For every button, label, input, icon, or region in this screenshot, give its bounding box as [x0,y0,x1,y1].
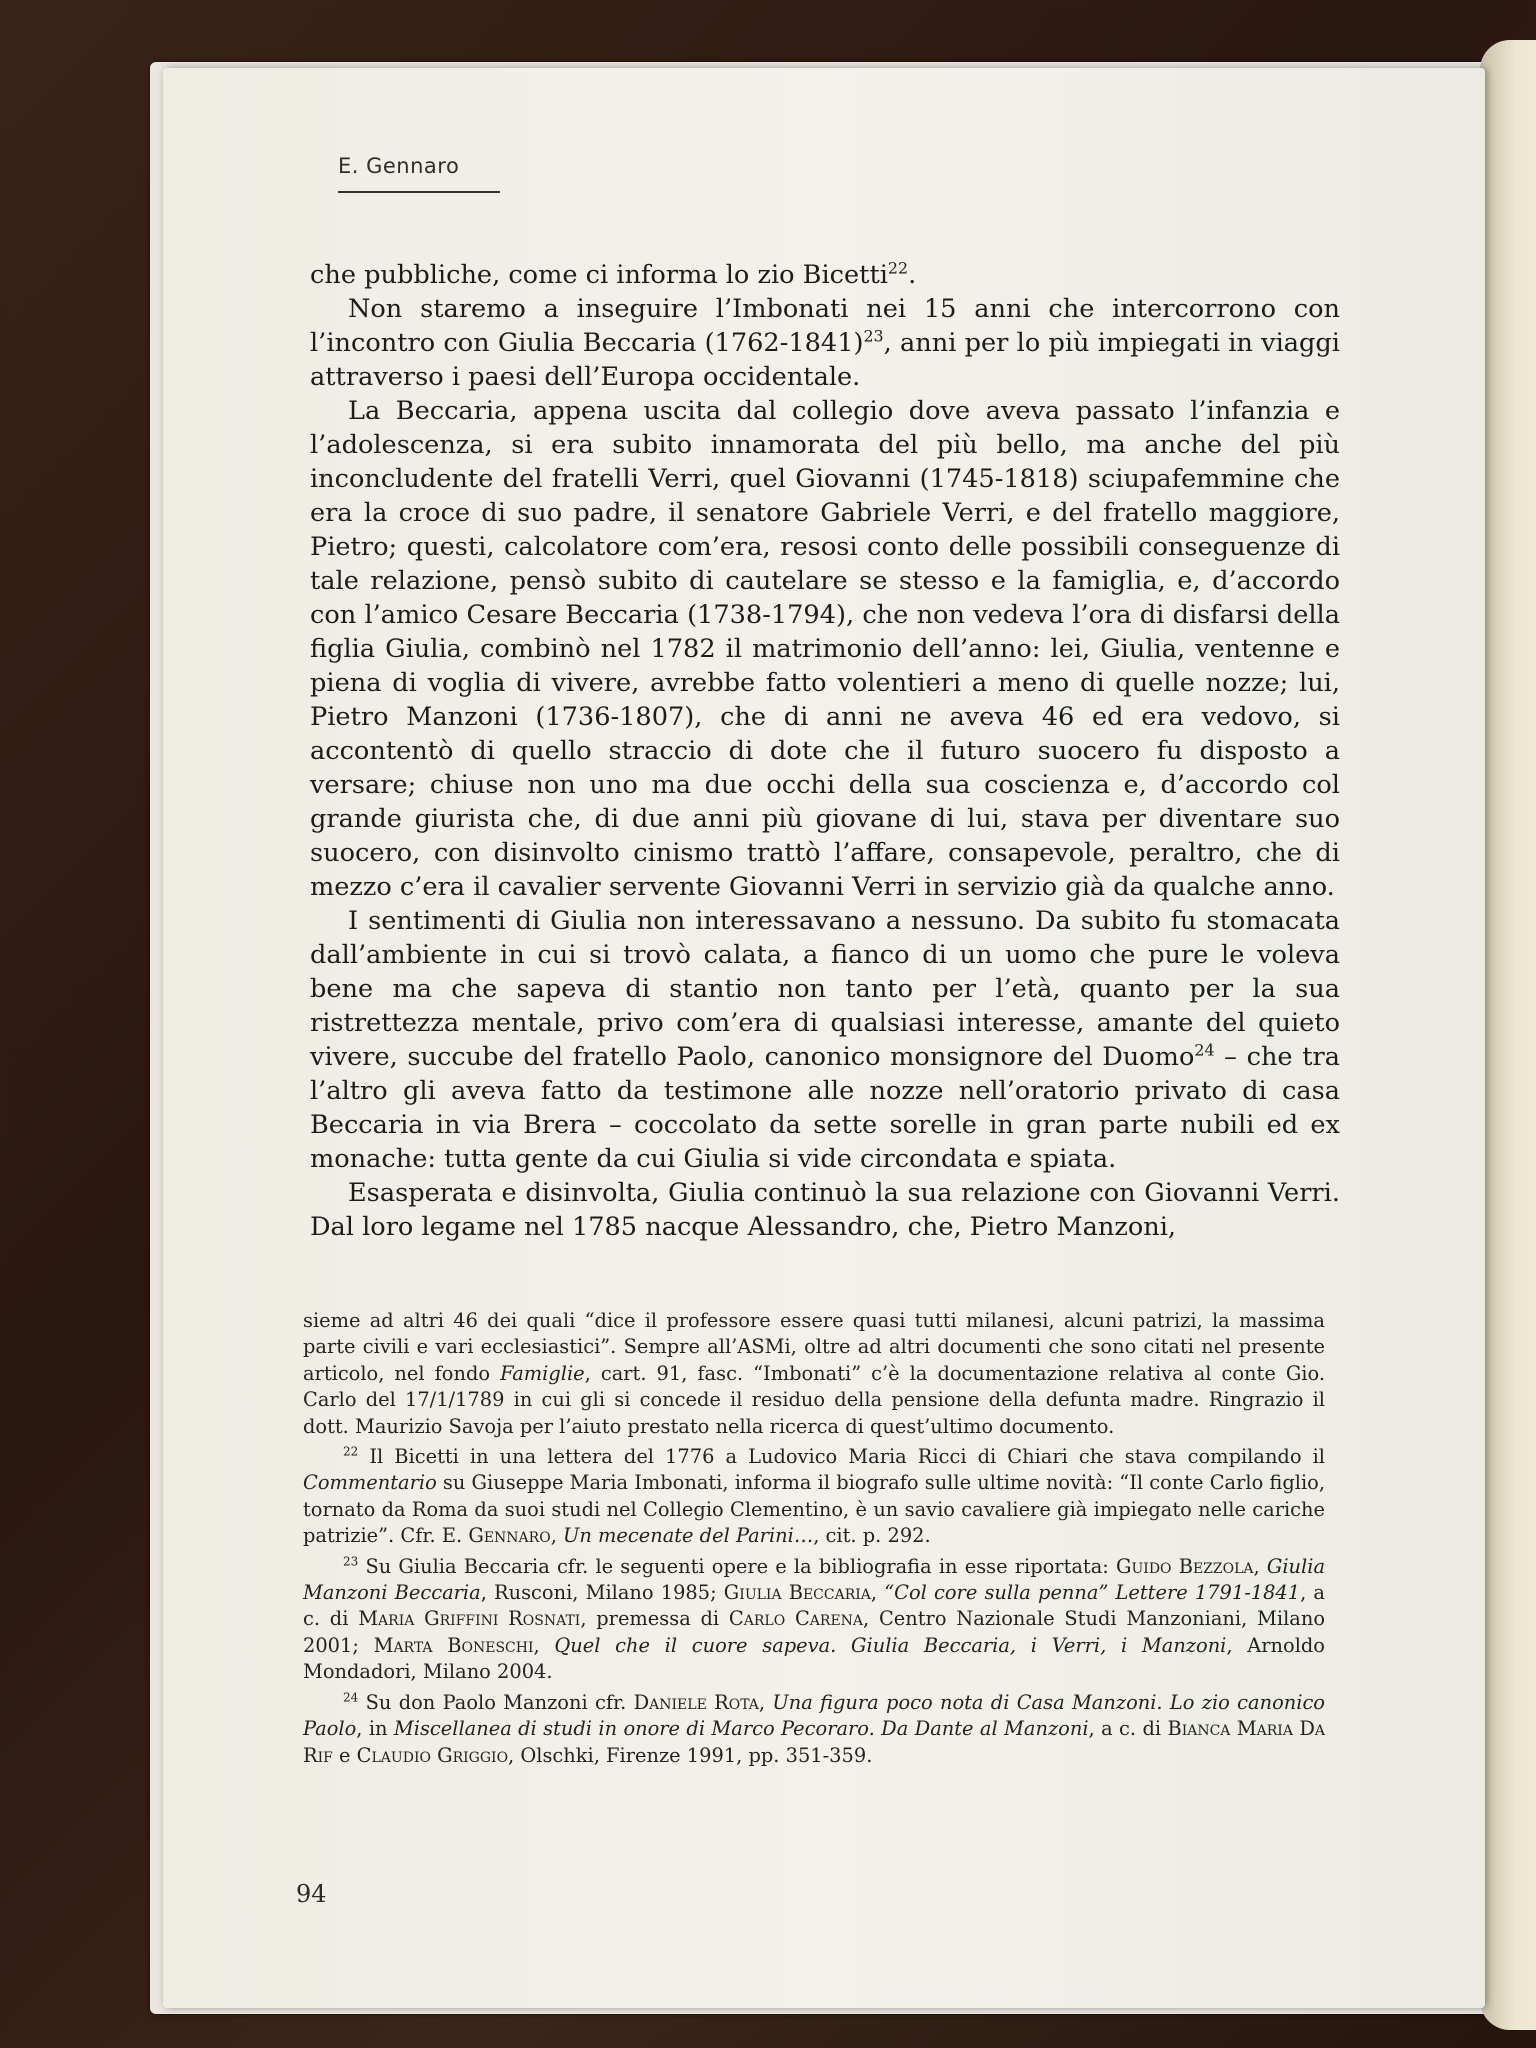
paragraph-1-end: . [908,260,917,290]
fn23-author-2: Giulia Beccaria [723,1581,871,1605]
footnote-number-23: 23 [343,1554,359,1569]
fn23-text-8: , [533,1633,555,1657]
fn24-italic-1: Una figura poco nota di Casa Manzoni. Lo zio canonico Paolo [303,1690,1325,1741]
paragraph-3: La Beccaria, appena uscita dal collegio dove aveva passato l’infanzia e l’adolescenza, si era subito innamorata del più bello, ma anche del più inconcludente del fratelli Verri, quel Giovanni (1745-1818) sciupafemmine che era la croce di suo padre, il senatore Gabriele Verri, e del fratello maggiore, Pietro; questi, calcolatore com’era, resosi conto delle possibili conseguenze di tale relazione, pensò subito di cautelare se stesso e la famiglia, e, d’accordo con l’amico Cesare Beccaria (1738-1794), che non vedeva l’ora di disfarsi della figlia Giulia, combinò nel 1782 il matrimonio dell’anno: lei, Giulia, ventenne e piena di voglia di vivere, avrebbe fatto volentieri a meno di quelle nozze; lui, Pietro Manzoni (1736-1807), che di anni ne aveva 46 ed era vedovo, si accontentò di quello straccio di dote che il futuro suocero fu disposto a versare; chiuse non uno ma due occhi della sua coscienza e, d’accordo col grande giurista che, di due anni più giovane di lui, stava per diventare suo suocero, con disinvolto cinismo trattò l’affare, consapevole, peraltro, che di mezzo c’era il cavalier servente Giovanni Verri in servizio già da qualche anno. [310,396,1340,902]
fn23-text-5: , a c. di [303,1581,1325,1631]
main-text [310,258,1340,1244]
paragraph-4-text-a: I sentimenti di Giulia non interessavano a nessuno. Da subito fu stomacata dall’ambiente in cui si trovò calata, a fianco di un uomo che pure le voleva bene ma che sapeva di stantio non tanto per l’età, quanto per la sua ristrettezza mentale, privo com’era di qualsiasi interesse, amante del quieto vivere, succube del fratello Paolo, canonico monsignore del Duomo [310,906,1340,1072]
fn23-text-6: , premessa di [580,1607,729,1631]
fn22-text-1: Il Bicetti in una lettera del 1776 a Ludovico Maria Ricci di Chiari che stava compilando il [358,1445,1325,1469]
paragraph-5: Esasperata e disinvolta, Giulia continuò la sua relazione con Giovanni Verri. Dal loro legame nel 1785 nacque Alessandro, che, Pietro Manzoni, [310,1178,1340,1242]
footnote-ref-23[interactable]: 23 [863,326,884,346]
fn22-italic-2: Un mecenate del Parini… [563,1524,814,1548]
fn22-text-2: su Giuseppe Maria Imbonati, informa il biografo sulle ultime novità: “Il conte Carlo figlio, tornato da Roma da suoi studi nel Collegio Clementino, è un savio cavaliere già impiegato nelle cariche patrizie”. Cfr. [303,1471,1325,1548]
fn23-italic-3: Quel che il cuore sapeva. Giulia Beccaria, i Verri, i Manzoni [554,1633,1227,1657]
fn24-text-2: , [758,1690,773,1714]
paragraph-2-text-b: , anni per lo più impiegati in viaggi attraverso i paesi dell’Europa occidentale. [310,328,1340,392]
footnote-21-continued [303,1308,1325,1440]
running-head-rule [338,191,500,193]
footnote-24 [303,1690,1325,1769]
paragraph-2 [310,292,1340,394]
fn24-italic-2: Miscellanea di studi in onore di Marco Pecoraro. Da Dante al Manzoni [393,1717,1089,1741]
fn21-text-2: , cart. 91, fasc. “Imbonati” c’è la documentazione relativa al conte Gio. Carlo del 17/1/1789 in cui gli si concede il residuo della pensione della defunta madre. Ringrazio il dott. Maurizio Savoja per l’aiuto prestato nella ricerca di quest’ultimo documento. [303,1361,1326,1438]
fn23-text-2: , [1253,1554,1267,1578]
page-number: 94 [296,1880,327,1908]
paragraph-2-text-a: Non staremo a inseguire l’Imbonati nei 15 anni che intercorrono con l’incontro con Giulia Beccaria (1762-1841) [310,294,1340,358]
footnote-22 [303,1444,1325,1550]
fn23-author-4: Carlo Carena [728,1607,864,1631]
facing-page-edge [1480,40,1536,2030]
fn23-author-3: Maria Griffini Rosnati [358,1607,581,1631]
fn24-author-1: Daniele Rota [633,1690,759,1714]
fn23-author-1: Guido Bezzola [1116,1554,1254,1578]
fn23-text-9: , Arnoldo Mondadori, Milano 2004. [303,1633,1325,1684]
paragraph-4-text-b: – che tra l’altro gli aveva fatto da testimone alle nozze nell’oratorio privato di casa Beccaria in via Brera – coccolato da sette sorelle in gran parte nubili ed ex monache: tutta gente da cui Giulia si vide circondata e spiata. [310,1042,1340,1174]
paragraph-1-text: che pubbliche, come ci informa lo zio Bicetti [310,260,888,290]
fn24-text-5: e [332,1743,357,1767]
fn22-italic-1: Commentario [303,1471,437,1495]
fn24-text-4: , a c. di [1088,1717,1168,1741]
paragraph-4 [310,904,1340,1176]
fn22-author: E. Gennaro [441,1524,551,1548]
paragraph-1 [310,258,1340,292]
footnotes [303,1308,1325,1773]
fn24-text-1: Su don Paolo Manzoni cfr. [358,1690,634,1714]
running-head: E. Gennaro [338,154,460,178]
footnote-ref-22[interactable]: 22 [887,258,909,278]
footnote-23 [303,1554,1325,1686]
fn23-italic-2: “Col core sulla penna” Lettere 1791-1841 [884,1581,1301,1605]
fn23-text-3: , Rusconi, Milano 1985; [480,1581,724,1605]
fn24-author-3: Claudio Griggio [356,1743,509,1767]
footnote-number-22: 22 [343,1444,359,1459]
fn23-text-7: , Centro Nazionale Studi Manzoniani, Milano 2001; [303,1607,1326,1657]
fn22-text-3: , [550,1524,564,1548]
fn24-text-6: , Olschki, Firenze 1991, pp. 351-359. [508,1743,873,1767]
fn23-italic-1: Giulia Manzoni Beccaria [303,1554,1326,1605]
fn23-text-1: Su Giulia Beccaria cfr. le seguenti opere e la bibliografia in esse riportata: [358,1554,1116,1578]
fn21-text-1: sieme ad altri 46 dei quali “dice il professore essere quasi tutti milanesi, alcuni patrizi, la massima parte civili e vari ecclesiastici”. Sempre all’ASMi, oltre ad altri documenti che sono citati nel presente articolo, nel fondo [303,1309,1325,1385]
fn22-text-4: , cit. p. 292. [813,1524,931,1548]
fn23-text-4: , [870,1581,885,1605]
fn23-author-5: Marta Boneschi [373,1633,534,1657]
footnote-number-24: 24 [343,1690,359,1705]
fn24-text-3: , in [356,1717,394,1741]
footnote-ref-24[interactable]: 24 [1194,1040,1215,1060]
fn21-italic-1: Famiglie [500,1361,585,1385]
fn24-author-2: Bianca Maria Da Rif [303,1717,1325,1767]
